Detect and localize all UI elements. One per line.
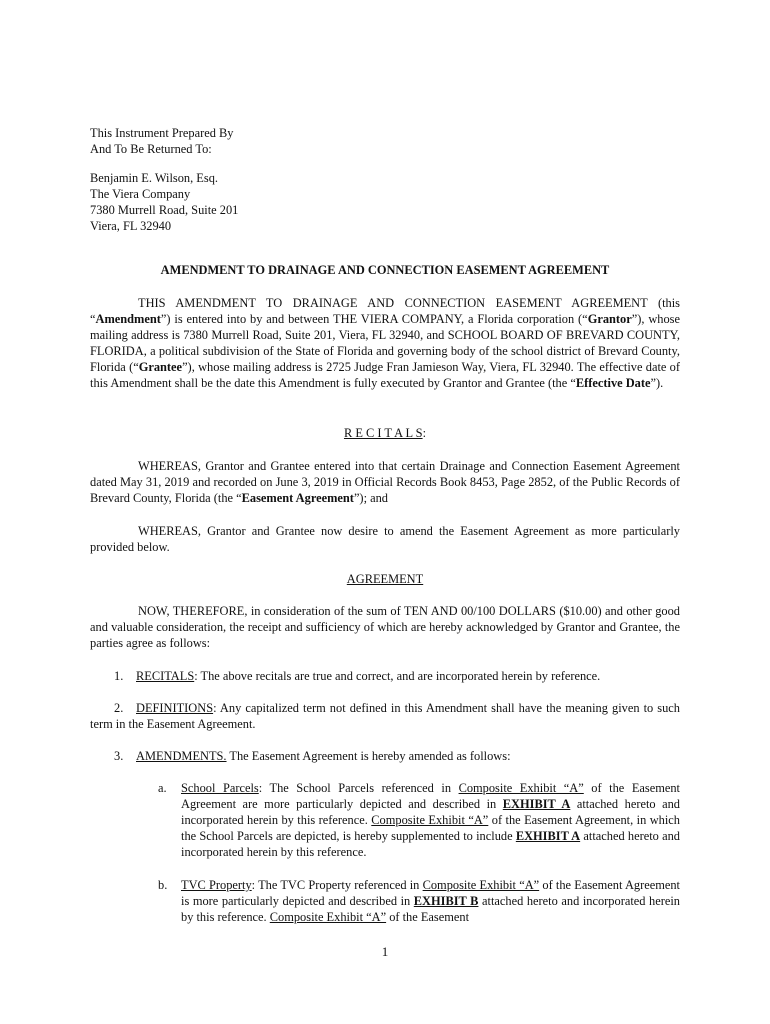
- section-separator: :: [213, 701, 220, 715]
- subsection-text-3: attached hereto and incorporated herein by this reference.: [181, 894, 680, 924]
- address-company: The Viera Company: [90, 187, 191, 201]
- address-street: 7380 Murrell Road, Suite 201: [90, 203, 239, 217]
- section-text: The above recitals are true and correct, and are incorporated herein by reference.: [200, 669, 601, 683]
- subsection-letter: a.: [158, 781, 167, 795]
- subsection-label: TVC Property: [181, 878, 252, 892]
- subsection-letter: b.: [158, 878, 168, 892]
- exhibit-label: EXHIBIT B: [413, 894, 479, 908]
- section-number: 2.: [114, 701, 124, 715]
- preparer-line-2: And To Be Returned To:: [90, 142, 212, 156]
- page-number: 1: [381, 944, 389, 959]
- address-city: Viera, FL 32940: [90, 219, 172, 233]
- address-name: Benjamin E. Wilson, Esq.: [90, 171, 218, 185]
- subsection-b-tvc-property: [158, 877, 680, 925]
- section-separator: :: [194, 669, 201, 683]
- section-1-recitals: [90, 668, 680, 684]
- section-number: 1.: [114, 669, 124, 683]
- intro-paragraph: [90, 295, 680, 391]
- section-label: DEFINITIONS: [136, 701, 214, 715]
- intro-text-4: ”), whose mailing address is 2725 Judge Fran Jamieson Way, Viera, FL 32940. The effective date of this Amendment shall be the date this Amendment is fully executed by Grantor and Grantee (the “: [90, 360, 680, 390]
- whereas-paragraph-1: [90, 458, 680, 506]
- agreement-heading: [90, 571, 680, 587]
- subsection-label: School Parcels: [181, 781, 259, 795]
- exhibit-label: EXHIBIT A: [502, 797, 571, 811]
- exhibit-reference: Composite Exhibit “A”: [422, 878, 540, 892]
- defined-term-grantor: Grantor: [587, 312, 632, 326]
- subsection-text-4: of the Easement: [386, 910, 470, 924]
- subsection-text-1: : The School Parcels referenced in: [258, 781, 459, 795]
- section-3-amendments: [90, 748, 680, 764]
- section-number: 3.: [114, 749, 124, 763]
- intro-text-2: ”) is entered into by and between THE VIERA COMPANY, a Florida corporation (“: [160, 312, 588, 326]
- subsection-text-4: of the Easement Agreement, in which the School Parcels are depicted, is hereby supplemented to include: [181, 813, 680, 843]
- exhibit-label: EXHIBIT A: [515, 829, 581, 843]
- document-title: AMENDMENT TO DRAINAGE AND CONNECTION EASEMENT AGREEMENT: [160, 263, 610, 277]
- intro-text-5: ”).: [650, 376, 664, 390]
- recitals-heading-colon: :: [422, 426, 427, 440]
- subsection-text-2: of the Easement Agreement is more particularly depicted and described in: [181, 878, 681, 908]
- subsection-text-3: attached hereto and incorporated herein by this reference.: [181, 797, 680, 827]
- subsection-text-2: of the Easement Agreement are more particularly depicted and described in: [181, 781, 680, 811]
- intro-text-1: THIS AMENDMENT TO DRAINAGE AND CONNECTION EASEMENT AGREEMENT (this “: [90, 296, 680, 326]
- subsection-text-5: attached hereto and incorporated herein by this reference.: [181, 829, 680, 859]
- defined-term-effective-date: Effective Date: [575, 376, 651, 390]
- now-therefore-paragraph: NOW, THEREFORE, in consideration of the sum of TEN AND 00/100 DOLLARS ($10.00) and other good and valuable consideration, the receipt and sufficiency of which are hereby acknowledged by Grantor and Grantee, the parties agree as follows:: [90, 604, 680, 650]
- section-text: The Easement Agreement is hereby amended as follows:: [229, 749, 511, 763]
- section-2-definitions: [90, 700, 680, 732]
- section-text: Any capitalized term not defined in this Amendment shall have the meaning given to such term in the Easement Agreement.: [90, 701, 681, 731]
- subsection-text-1: : The TVC Property referenced in: [251, 878, 423, 892]
- preparer-line-1: This Instrument Prepared By: [90, 126, 234, 140]
- defined-term-easement-agreement: Easement Agreement: [241, 491, 354, 505]
- preparer-block: [90, 125, 234, 157]
- intro-text-3: ”), whose mailing address is 7380 Murrell Road, Suite 201, Viera, FL 32940, and SCHOOL BOARD OF BREVARD COUNTY, FLORIDA, a political subdivision of the State of Florida and governing body of the school district of Brevard County, Florida (“: [90, 312, 680, 374]
- exhibit-reference: Composite Exhibit “A”: [371, 813, 489, 827]
- exhibit-reference: Composite Exhibit “A”: [269, 910, 387, 924]
- return-address-block: [90, 170, 238, 234]
- whereas-paragraph-2: WHEREAS, Grantor and Grantee now desire to amend the Easement Agreement as more particularly provided below.: [90, 524, 680, 554]
- recitals-heading-text: R E C I T A L S: [343, 426, 423, 440]
- whereas1-text-1: WHEREAS, Grantor and Grantee entered into that certain Drainage and Connection Easement Agreement dated May 31, 2019 and recorded on June 3, 2019 in Official Records Book 8453, Page 2852, of the Public Records of Brevard County, Florida (the “: [90, 459, 680, 505]
- section-label: RECITALS: [136, 669, 195, 683]
- agreement-heading-text: AGREEMENT: [346, 572, 424, 586]
- subsection-a-school-parcels: [158, 780, 680, 860]
- recitals-heading: [90, 425, 680, 441]
- defined-term-amendment: Amendment: [95, 312, 161, 326]
- whereas1-text-2: ”); and: [353, 491, 388, 505]
- defined-term-grantee: Grantee: [138, 360, 183, 374]
- exhibit-reference: Composite Exhibit “A”: [458, 781, 584, 795]
- section-label: AMENDMENTS.: [136, 749, 227, 763]
